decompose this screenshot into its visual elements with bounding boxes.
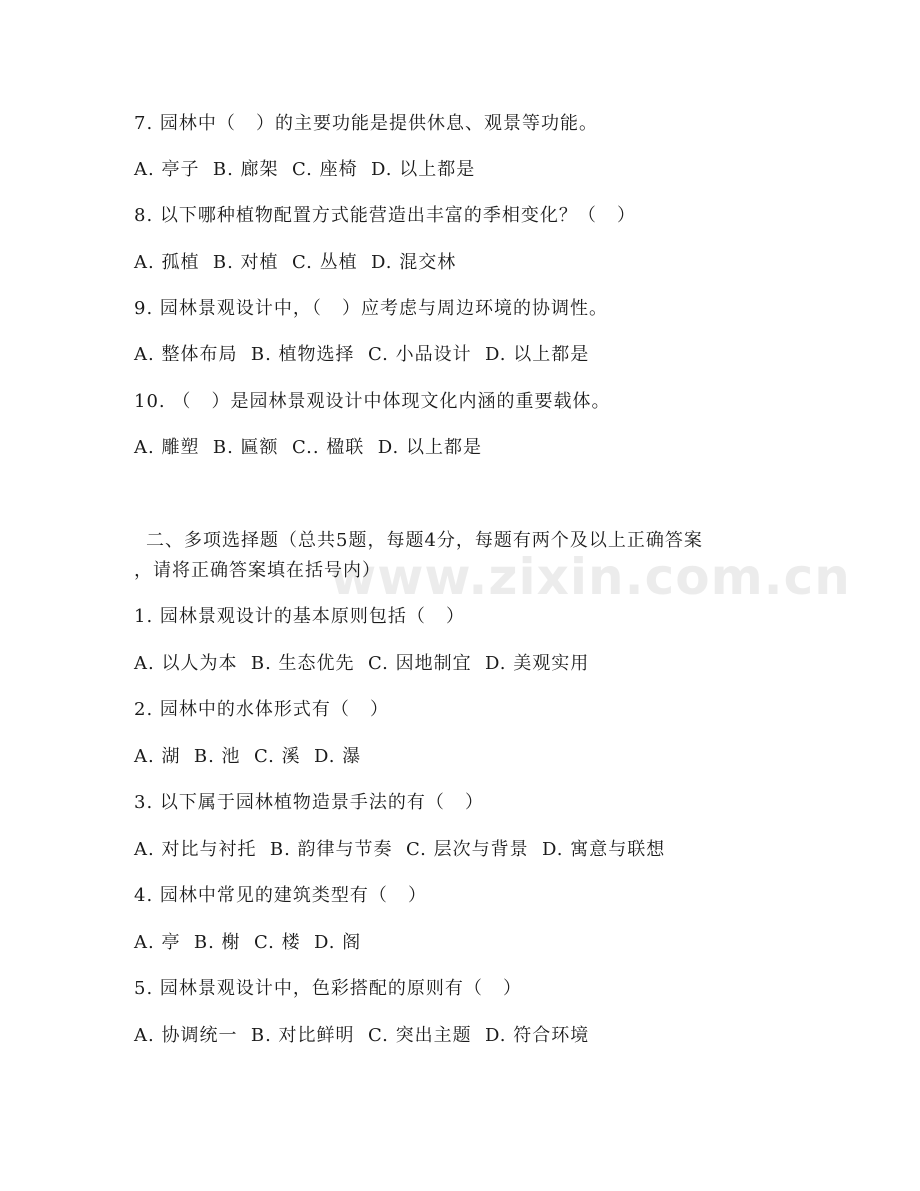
multi-question-3: 3. 以下属于园林植物造景手法的有（ ） — [134, 792, 485, 813]
multi-question-4-options: A. 亭 B. 榭 C. 楼 D. 阁 — [134, 932, 362, 953]
multi-question-3-options: A. 对比与衬托 B. 韵律与节奏 C. 层次与背景 D. 寓意与联想 — [134, 839, 666, 860]
question-7: 7. 园林中（ ）的主要功能是提供休息、观景等功能。 — [134, 113, 599, 134]
watermark: www.zixin.com.cn — [330, 548, 851, 606]
question-9: 9. 园林景观设计中，（ ）应考虑与周边环境的协调性。 — [134, 298, 609, 319]
section-two-heading-cont: ，请将正确答案填在括号内） — [134, 560, 381, 581]
multi-question-1-options: A. 以人为本 B. 生态优先 C. 因地制宜 D. 美观实用 — [134, 653, 590, 674]
question-7-options: A. 亭子 B. 廊架 C. 座椅 D. 以上都是 — [134, 159, 476, 180]
multi-question-2: 2. 园林中的水体形式有（ ） — [134, 699, 390, 720]
multi-question-1: 1. 园林景观设计的基本原则包括（ ） — [134, 606, 466, 627]
question-10-options: A. 雕塑 B. 匾额 C.. 楹联 D. 以上都是 — [134, 437, 482, 458]
section-two-heading: 二、多项选择题（总共5题，每题4分，每题有两个及以上正确答案 — [146, 530, 703, 551]
question-8: 8. 以下哪种植物配置方式能营造出丰富的季相变化？（ ） — [134, 205, 637, 226]
multi-question-2-options: A. 湖 B. 池 C. 溪 D. 瀑 — [134, 746, 362, 767]
question-9-options: A. 整体布局 B. 植物选择 C. 小品设计 D. 以上都是 — [134, 344, 590, 365]
multi-question-5: 5. 园林景观设计中，色彩搭配的原则有（ ） — [134, 978, 523, 999]
question-10: 10. （ ）是园林景观设计中体现文化内涵的重要载体。 — [134, 391, 611, 412]
multi-question-4: 4. 园林中常见的建筑类型有（ ） — [134, 885, 428, 906]
question-8-options: A. 孤植 B. 对植 C. 丛植 D. 混交林 — [134, 252, 457, 273]
multi-question-5-options: A. 协调统一 B. 对比鲜明 C. 突出主题 D. 符合环境 — [134, 1025, 590, 1046]
